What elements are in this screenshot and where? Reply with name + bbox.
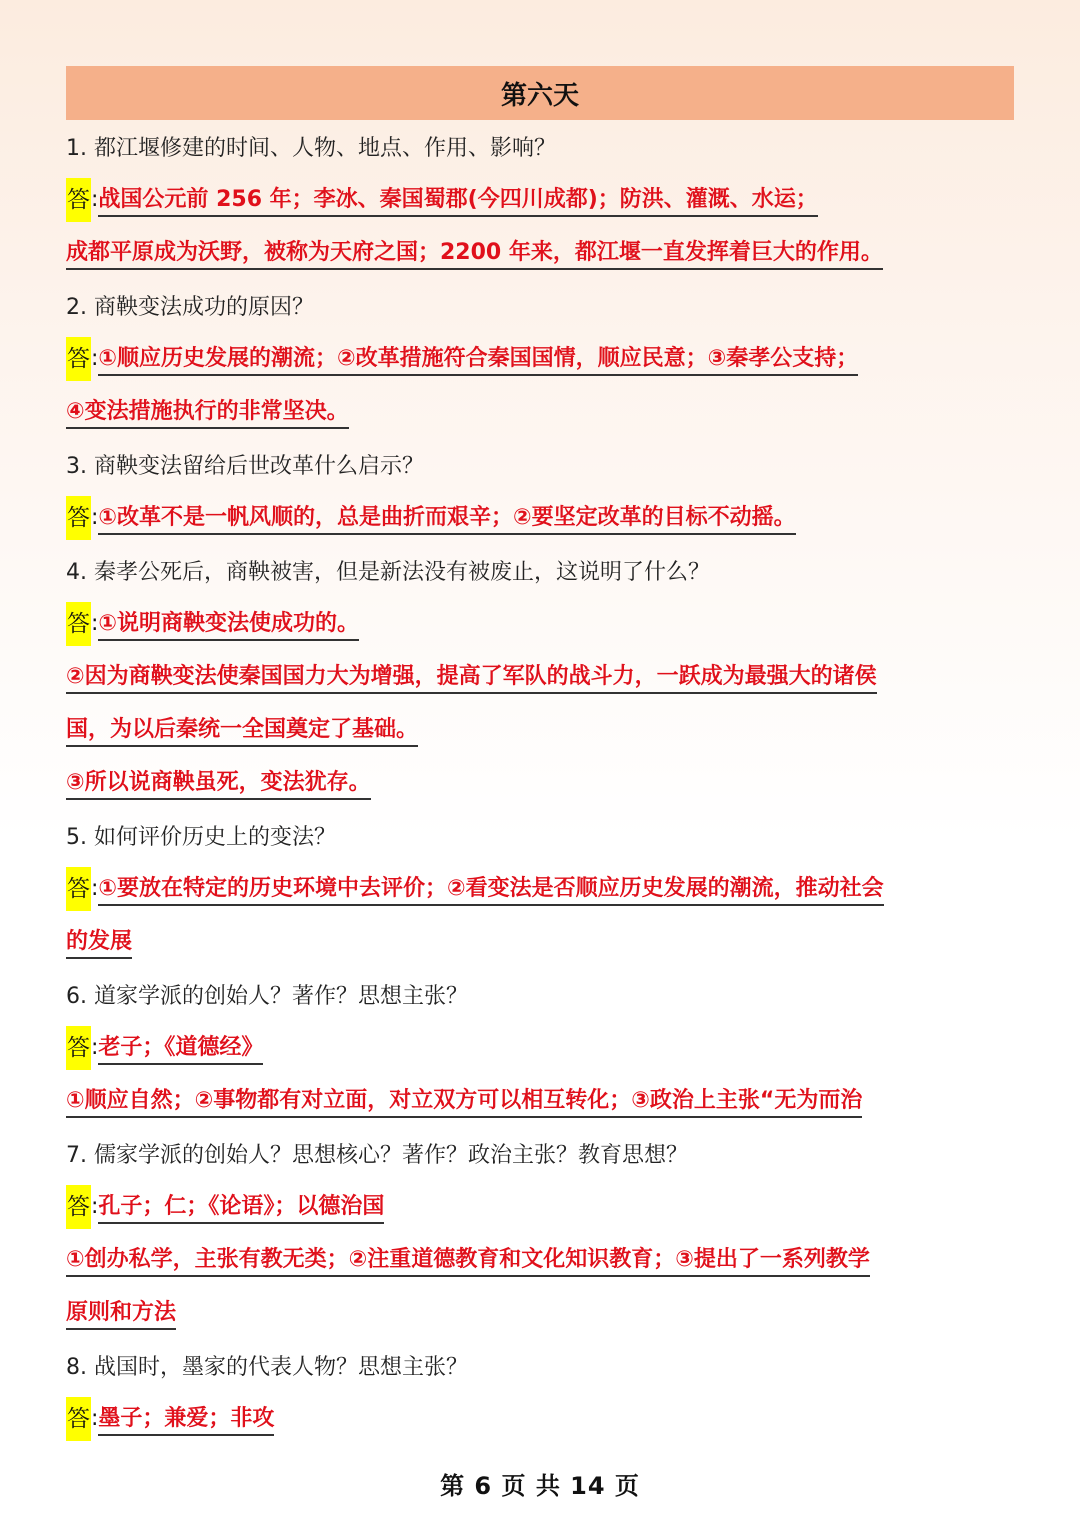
answer-7-line-1 <box>66 1180 1014 1233</box>
answer-colon: : <box>91 187 99 212</box>
answer-text: ①创办私学，主张有教无类；②注重道德教育和文化知识教育；③提出了一系列教学 <box>66 1242 870 1277</box>
answer-colon: : <box>91 1406 99 1431</box>
question-1: 1. 都江堰修建的时间、人物、地点、作用、影响？ <box>66 136 556 161</box>
answer-text: ①说明商鞅变法使成功的。 <box>98 606 359 641</box>
document-page <box>66 66 1014 1445</box>
answer-4-line-4 <box>66 756 1014 809</box>
answer-text: 的发展 <box>66 924 132 959</box>
answer-text: 国，为以后秦统一全国奠定了基础。 <box>66 712 418 747</box>
answer-text: 原则和方法 <box>66 1295 176 1330</box>
answer-text: ①顺应历史发展的潮流；②改革措施符合秦国国情，顺应民意；③秦孝公支持； <box>98 341 858 376</box>
answer-8-line-1 <box>66 1392 1014 1445</box>
answer-4-line-2 <box>66 650 1014 703</box>
answer-tag: 答 <box>66 1185 91 1229</box>
question-6: 6. 道家学派的创始人？著作？思想主张？ <box>66 984 468 1009</box>
answer-1-line-1 <box>66 173 1014 226</box>
day-title-banner <box>66 66 1014 120</box>
answer-text: ②因为商鞅变法使秦国国力大为增强，提高了军队的战斗力，一跃成为最强大的诸侯 <box>66 659 877 694</box>
answer-3-line-1 <box>66 491 1014 544</box>
answer-2-line-2 <box>66 385 1014 438</box>
answer-tag: 答 <box>66 337 91 381</box>
answer-4-line-1 <box>66 597 1014 650</box>
answer-2-line-1 <box>66 332 1014 385</box>
answer-tag: 答 <box>66 1397 91 1441</box>
question-7: 7. 儒家学派的创始人？思想核心？著作？政治主张？教育思想？ <box>66 1143 688 1168</box>
question-3: 3. 商鞅变法留给后世改革什么启示？ <box>66 454 424 479</box>
answer-colon: : <box>91 1035 99 1060</box>
answer-colon: : <box>91 346 99 371</box>
answer-6-line-1 <box>66 1021 1014 1074</box>
answer-text: ③所以说商鞅虽死，变法犹存。 <box>66 765 371 800</box>
day-title: 第六天 <box>500 80 579 111</box>
answer-7-line-2 <box>66 1233 1014 1286</box>
answer-text: ④变法措施执行的非常坚决。 <box>66 394 349 429</box>
question-2: 2. 商鞅变法成功的原因？ <box>66 295 314 320</box>
answer-tag: 答 <box>66 496 91 540</box>
answer-tag: 答 <box>66 867 91 911</box>
answer-tag: 答 <box>66 602 91 646</box>
answer-5-line-2 <box>66 915 1014 968</box>
answer-text: 孔子；仁；《论语》；以德治国 <box>98 1189 384 1224</box>
question-8: 8. 战国时，墨家的代表人物？思想主张？ <box>66 1355 468 1380</box>
answer-1-line-2 <box>66 226 1014 279</box>
answer-5-line-1 <box>66 862 1014 915</box>
answer-text: 老子；《道德经》 <box>98 1030 263 1065</box>
answer-tag: 答 <box>66 178 91 222</box>
answer-text: ①要放在特定的历史环境中去评价；②看变法是否顺应历史发展的潮流，推动社会 <box>98 871 883 906</box>
answer-4-line-3 <box>66 703 1014 756</box>
question-5: 5. 如何评价历史上的变法？ <box>66 825 336 850</box>
answer-colon: : <box>91 1194 99 1219</box>
page-number-footer: 第 6 页 共 14 页 <box>440 1472 640 1500</box>
answer-colon: : <box>91 611 99 636</box>
answer-7-line-3 <box>66 1286 1014 1339</box>
question-4: 4. 秦孝公死后，商鞅被害，但是新法没有被废止，这说明了什么？ <box>66 560 710 585</box>
answer-text: ①顺应自然；②事物都有对立面，对立双方可以相互转化；③政治上主张“无为而治 <box>66 1083 862 1118</box>
answer-text: 战国公元前 256 年；李冰、秦国蜀郡(今四川成都)；防洪、灌溉、水运； <box>98 182 817 217</box>
answer-text: 成都平原成为沃野，被称为天府之国；2200 年来，都江堰一直发挥着巨大的作用。 <box>66 235 883 270</box>
answer-tag: 答 <box>66 1026 91 1070</box>
answer-text: 墨子；兼爱；非攻 <box>98 1401 274 1436</box>
answer-text: ①改革不是一帆风顺的，总是曲折而艰辛；②要坚定改革的目标不动摇。 <box>98 500 795 535</box>
answer-colon: : <box>91 876 99 901</box>
answer-colon: : <box>91 505 99 530</box>
answer-6-line-2 <box>66 1074 1014 1127</box>
